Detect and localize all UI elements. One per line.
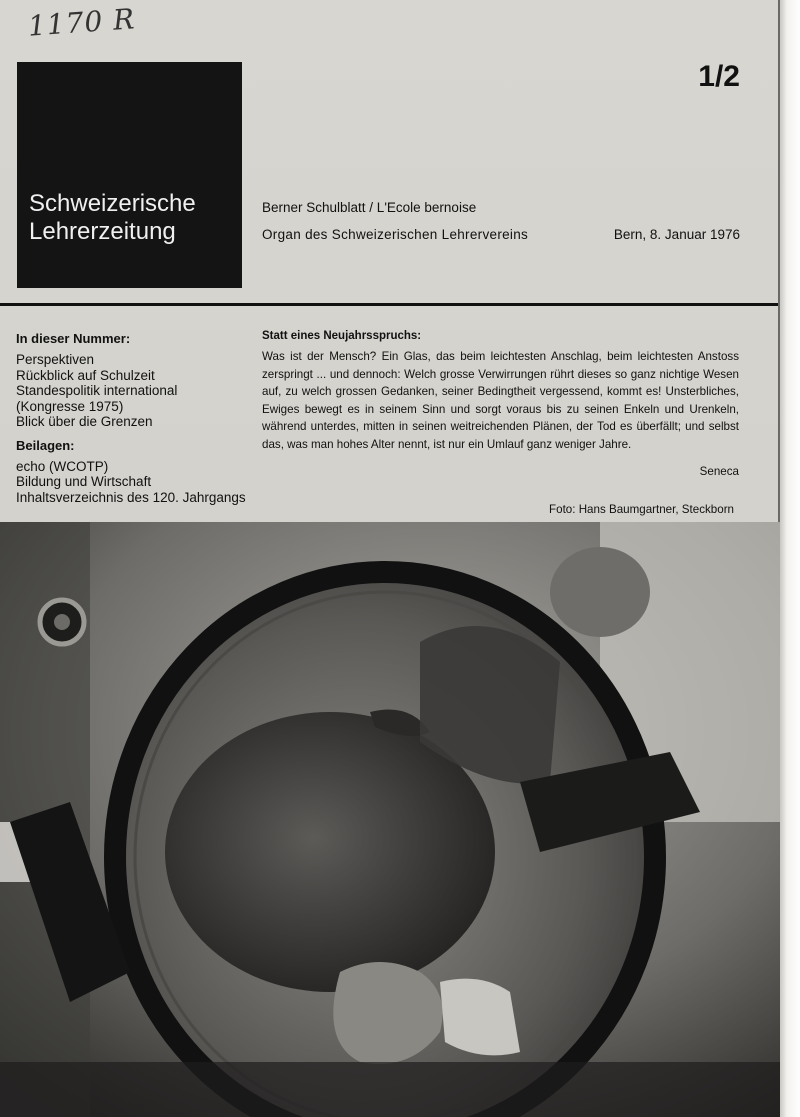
organ-line: Organ des Schweizerischen Lehrervereins [262,227,529,242]
contents-item: Rückblick auf Schulzeit [16,367,155,383]
contents-item: Blick über die Grenzen [16,414,153,429]
contents-item: (Kongresse 1975) [16,398,124,414]
new-year-quote [262,330,739,454]
cover-photo [0,522,780,1117]
supplement-line: Berner Schulblatt / L'Ecole bernoise [262,200,477,215]
quote-author: Seneca [699,465,739,478]
masthead-box [17,62,242,288]
contents-item: Perspektiven [16,352,95,367]
incubator-photo [0,522,780,1117]
supplements-list [16,459,256,506]
supplement-item: Inhaltsverzeichnis des 120. Jahrgangs [16,489,246,505]
photo-credit: Foto: Hans Baumgartner, Steckborn [549,503,734,516]
issue-date: Bern, 8. Januar 1976 [613,227,740,242]
issue-number: 1/2 [698,60,740,93]
contents-item: Standespolitik international [16,383,178,398]
header-divider [0,303,778,306]
contents-heading: In dieser Nummer: [16,331,131,346]
quote-text: Was ist der Mensch? Ein Glas, das beim leichtesten Anschlag, beim leichtesten Anstoss zerspringt ... und dennoch: Welch grosse Verwirrungen rührt dieses so ganz nichtige Wesen auf, zu welch grossen Gedanken, seiner Bedingtheit vergessend, kommt es! Unsterbliches, Ewiges bewegt es in seinem Sinn und sorgt voraus bis zu seinen Enkeln und Urenkeln, während unterdes, mitten in seinen weitreichenden Plänen, der Tod es überfällt; und selbst das, was man hohes Alter nennt, ist nur ein Umlauf ganz weniger Jahre. [262,350,739,451]
supplements-heading: Beilagen: [16,437,75,453]
masthead-title-line2: Lehrerzeitung [29,218,176,245]
quote-heading: Statt eines Neujahrsspruchs: [262,330,422,342]
masthead-title [29,190,196,246]
handwritten-note: 1170 R [26,2,137,43]
page-edge [778,0,800,1117]
table-of-contents [16,330,256,505]
supplement-item: Bildung und Wirtschaft [16,474,152,489]
contents-list [16,352,256,430]
supplement-item: echo (WCOTP) [16,458,109,474]
masthead-title-line1: Schweizerische [29,190,196,217]
